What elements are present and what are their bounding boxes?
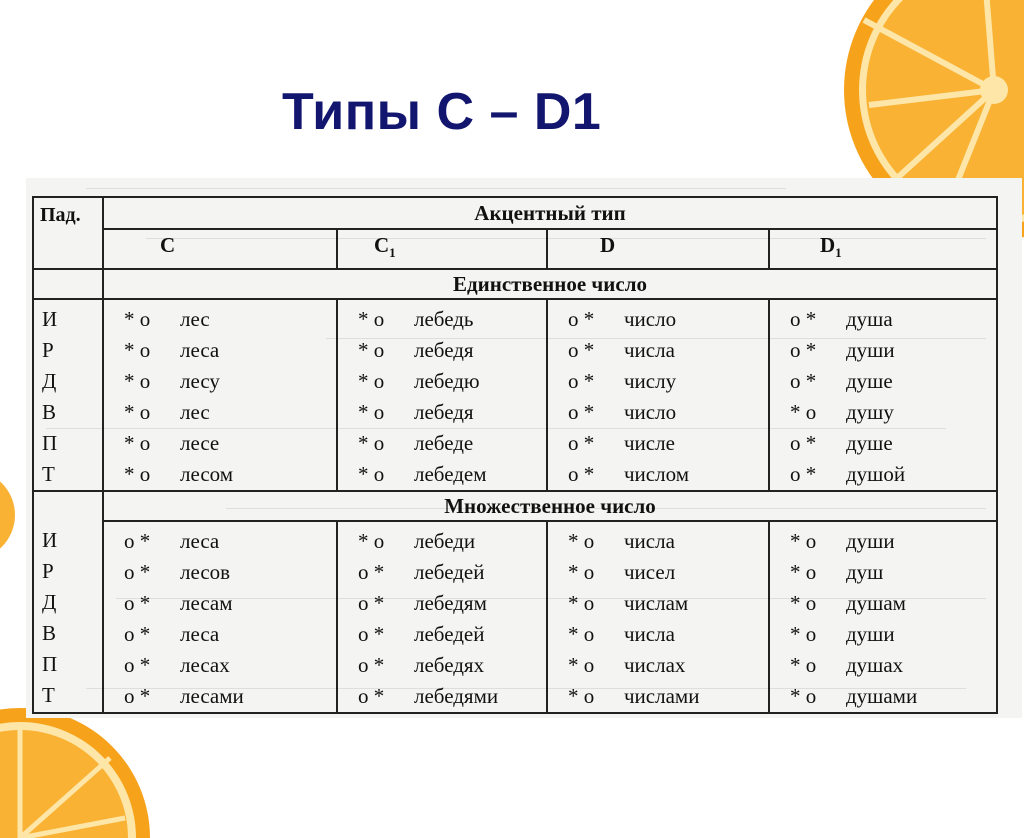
word-form-row — [358, 304, 546, 335]
stress-mark: * о — [568, 591, 595, 616]
forms-singular-d1 — [769, 299, 997, 491]
word-form-row — [358, 588, 546, 619]
stress-mark: о * — [124, 684, 151, 709]
word-form-row — [568, 650, 768, 681]
word-form: лесам — [180, 591, 233, 616]
column-header-d: D — [547, 229, 769, 269]
word-form: числа — [624, 622, 675, 647]
word-form-row — [790, 304, 996, 335]
word-form-row — [124, 650, 336, 681]
word-form: лебеди — [414, 529, 476, 554]
word-form: лесах — [180, 653, 230, 678]
word-form: лебедях — [414, 653, 485, 678]
word-form-row — [124, 335, 336, 366]
word-form-row — [124, 557, 336, 588]
word-form-row — [568, 619, 768, 650]
stress-mark: * о — [790, 684, 817, 709]
word-form-row — [790, 588, 996, 619]
word-form-row — [358, 335, 546, 366]
word-form-row — [790, 681, 996, 712]
word-form: лебедей — [414, 560, 485, 585]
orange-slice-image — [0, 470, 20, 560]
word-form-row — [790, 557, 996, 588]
case-list-plural: И Р Д В П Т — [33, 521, 103, 713]
word-form: леса — [180, 338, 220, 363]
word-form-row — [358, 650, 546, 681]
word-form: лебедя — [414, 400, 474, 425]
word-form: число — [624, 307, 677, 332]
word-form-row — [568, 588, 768, 619]
word-form-row — [790, 526, 996, 557]
word-form-row — [358, 428, 546, 459]
word-form-row — [124, 366, 336, 397]
stress-mark: о * — [790, 431, 817, 456]
stress-mark: * о — [358, 400, 385, 425]
word-form: душе — [846, 369, 893, 394]
word-form: числа — [624, 338, 675, 363]
word-form: лебедей — [414, 622, 485, 647]
word-form-row — [790, 650, 996, 681]
word-form: лесом — [180, 462, 234, 487]
stress-mark: * о — [358, 431, 385, 456]
word-form: числам — [624, 591, 689, 616]
word-form: числе — [624, 431, 675, 456]
stress-mark: * о — [568, 653, 595, 678]
stress-mark: о * — [568, 400, 595, 425]
word-form: душам — [846, 591, 906, 616]
stress-mark: о * — [790, 307, 817, 332]
word-form-row — [358, 397, 546, 428]
word-form-row — [358, 526, 546, 557]
word-form-row — [790, 366, 996, 397]
stress-mark: о * — [358, 684, 385, 709]
word-form-row — [124, 588, 336, 619]
word-form: душе — [846, 431, 893, 456]
forms-plural-d1 — [769, 521, 997, 713]
forms-singular-c — [103, 299, 337, 491]
word-form: лес — [180, 400, 210, 425]
stress-mark: * о — [124, 338, 151, 363]
word-form: души — [846, 622, 895, 647]
word-form-row — [790, 459, 996, 490]
word-form-row — [568, 428, 768, 459]
stress-mark: * о — [358, 462, 385, 487]
word-form: лесе — [180, 431, 220, 456]
stress-mark: о * — [568, 307, 595, 332]
word-form: лебедя — [414, 338, 474, 363]
stress-mark: * о — [358, 369, 385, 394]
word-form: лесами — [180, 684, 244, 709]
stress-mark: о * — [124, 653, 151, 678]
stress-mark: о * — [124, 591, 151, 616]
word-form-row — [358, 619, 546, 650]
stress-mark: о * — [790, 369, 817, 394]
word-form: душах — [846, 653, 904, 678]
singular-section-label: Единственное число — [103, 269, 997, 299]
word-form-row — [124, 526, 336, 557]
word-form: лебедями — [414, 684, 499, 709]
stress-mark: о * — [124, 622, 151, 647]
word-form: лесу — [180, 369, 220, 394]
word-form-row — [358, 557, 546, 588]
word-form: лес — [180, 307, 210, 332]
word-form-row — [358, 681, 546, 712]
stress-mark: о * — [358, 591, 385, 616]
word-form: число — [624, 400, 677, 425]
stress-mark: * о — [790, 529, 817, 554]
stress-mark: о * — [358, 653, 385, 678]
stress-mark: * о — [568, 684, 595, 709]
word-form-row — [568, 397, 768, 428]
word-form: числами — [624, 684, 700, 709]
stress-mark: * о — [124, 307, 151, 332]
word-form-row — [568, 459, 768, 490]
stress-mark: * о — [358, 338, 385, 363]
accent-type-header: Акцентный тип — [103, 197, 997, 229]
word-form: душ — [846, 560, 884, 585]
word-form: душу — [846, 400, 894, 425]
word-form-row — [124, 459, 336, 490]
stress-mark: о * — [568, 462, 595, 487]
word-form-row — [124, 304, 336, 335]
word-form-row — [568, 526, 768, 557]
word-form-row — [124, 428, 336, 459]
word-form: числом — [624, 462, 689, 487]
word-form-row — [124, 619, 336, 650]
word-form-row — [568, 681, 768, 712]
word-form-row — [790, 397, 996, 428]
word-form: лебедь — [414, 307, 474, 332]
word-form-row — [358, 459, 546, 490]
forms-plural-d — [547, 521, 769, 713]
word-form: лесов — [180, 560, 231, 585]
case-header: Пад. — [33, 197, 103, 269]
stress-mark: о * — [358, 560, 385, 585]
word-form-row — [124, 397, 336, 428]
forms-singular-c1 — [337, 299, 547, 491]
forms-plural-c — [103, 521, 337, 713]
word-form: лебеде — [414, 431, 474, 456]
word-form: чисел — [624, 560, 676, 585]
stress-mark: * о — [568, 560, 595, 585]
column-header-c: С — [103, 229, 337, 269]
word-form: души — [846, 338, 895, 363]
column-header-d1: $D_1$ — [769, 229, 997, 269]
word-form: лебедям — [414, 591, 487, 616]
stress-mark: * о — [790, 400, 817, 425]
stress-mark: * о — [568, 622, 595, 647]
plural-section-label: Множественное число — [103, 491, 997, 521]
word-form: души — [846, 529, 895, 554]
word-form: лебедем — [414, 462, 487, 487]
word-form: числа — [624, 529, 675, 554]
word-form-row — [790, 428, 996, 459]
stress-mark: о * — [124, 529, 151, 554]
stress-mark: о * — [124, 560, 151, 585]
stress-mark: * о — [790, 591, 817, 616]
stress-mark: * о — [124, 462, 151, 487]
declension-table — [32, 196, 998, 714]
stress-mark: о * — [568, 338, 595, 363]
stress-mark: о * — [568, 369, 595, 394]
stress-mark: * о — [790, 560, 817, 585]
stress-mark: * о — [358, 529, 385, 554]
forms-singular-d — [547, 299, 769, 491]
word-form: леса — [180, 622, 220, 647]
stress-mark: * о — [124, 369, 151, 394]
page-title: Типы С – D1 — [282, 83, 602, 141]
word-form: числу — [624, 369, 677, 394]
word-form-row — [790, 335, 996, 366]
word-form: лебедю — [414, 369, 480, 394]
word-form-row — [568, 557, 768, 588]
stress-mark: о * — [568, 431, 595, 456]
word-form-row — [790, 619, 996, 650]
column-header-c1: $С_1$ — [337, 229, 547, 269]
word-form-row — [568, 304, 768, 335]
stress-mark: * о — [568, 529, 595, 554]
stress-mark: о * — [358, 622, 385, 647]
word-form: душами — [846, 684, 918, 709]
word-form: душа — [846, 307, 893, 332]
word-form-row — [124, 681, 336, 712]
forms-plural-c1 — [337, 521, 547, 713]
stress-mark: о * — [790, 338, 817, 363]
stress-mark: * о — [124, 431, 151, 456]
stress-mark: * о — [790, 622, 817, 647]
stress-mark: * о — [124, 400, 151, 425]
stress-mark: * о — [358, 307, 385, 332]
word-form-row — [568, 335, 768, 366]
stress-mark: * о — [790, 653, 817, 678]
case-list-singular: И Р Д В П Т — [33, 299, 103, 491]
word-form: леса — [180, 529, 220, 554]
word-form-row — [568, 366, 768, 397]
word-form-row — [358, 366, 546, 397]
stress-mark: о * — [790, 462, 817, 487]
word-form: числах — [624, 653, 686, 678]
word-form: душой — [846, 462, 906, 487]
